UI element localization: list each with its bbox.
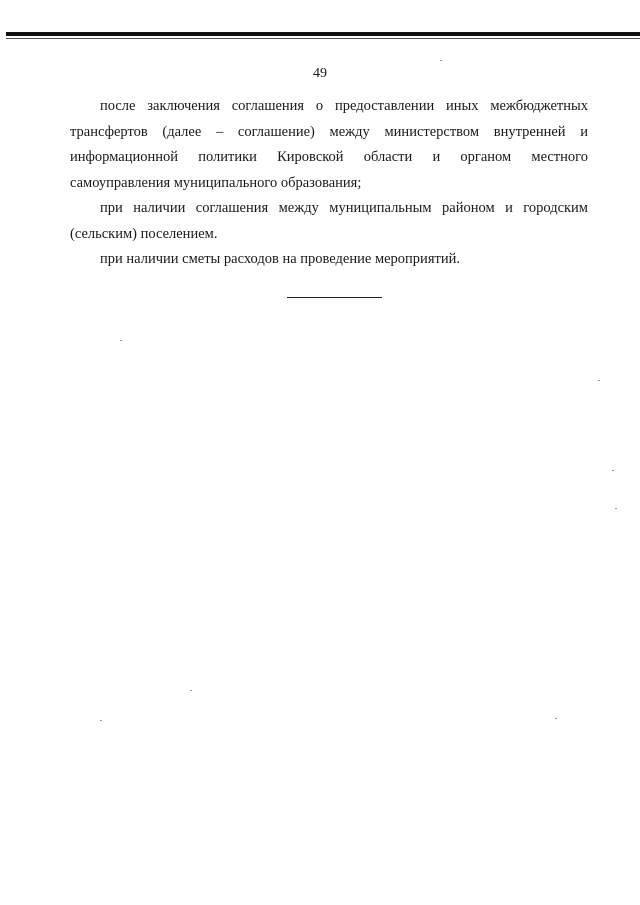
document-body <box>70 94 588 273</box>
page-number: 49 <box>313 66 327 81</box>
section-end-rule <box>287 297 382 298</box>
scan-speck <box>615 508 617 509</box>
paragraph-expense-estimate: при наличии сметы расходов на проведение мероприятий. <box>100 251 460 267</box>
top-border-line-thin <box>6 38 640 39</box>
scan-speck <box>100 720 102 721</box>
scan-speck <box>598 380 600 381</box>
scan-speck <box>120 340 122 341</box>
top-border-line <box>6 32 640 36</box>
scan-speck <box>555 718 557 719</box>
paragraph-district-agreement: при наличии соглашения между муниципальным районом и городским (сельским) поселением. <box>70 200 588 242</box>
paragraph-agreement-condition: после заключения соглашения о предоставлении иных межбюджетных трансфертов (далее – соглашение) между министерством внутренней и информационной политики Кировской области и органом местного самоуправления муниципального образования; <box>70 98 588 191</box>
scan-speck <box>612 470 614 471</box>
scan-speck <box>440 60 442 61</box>
scan-speck <box>190 690 192 691</box>
